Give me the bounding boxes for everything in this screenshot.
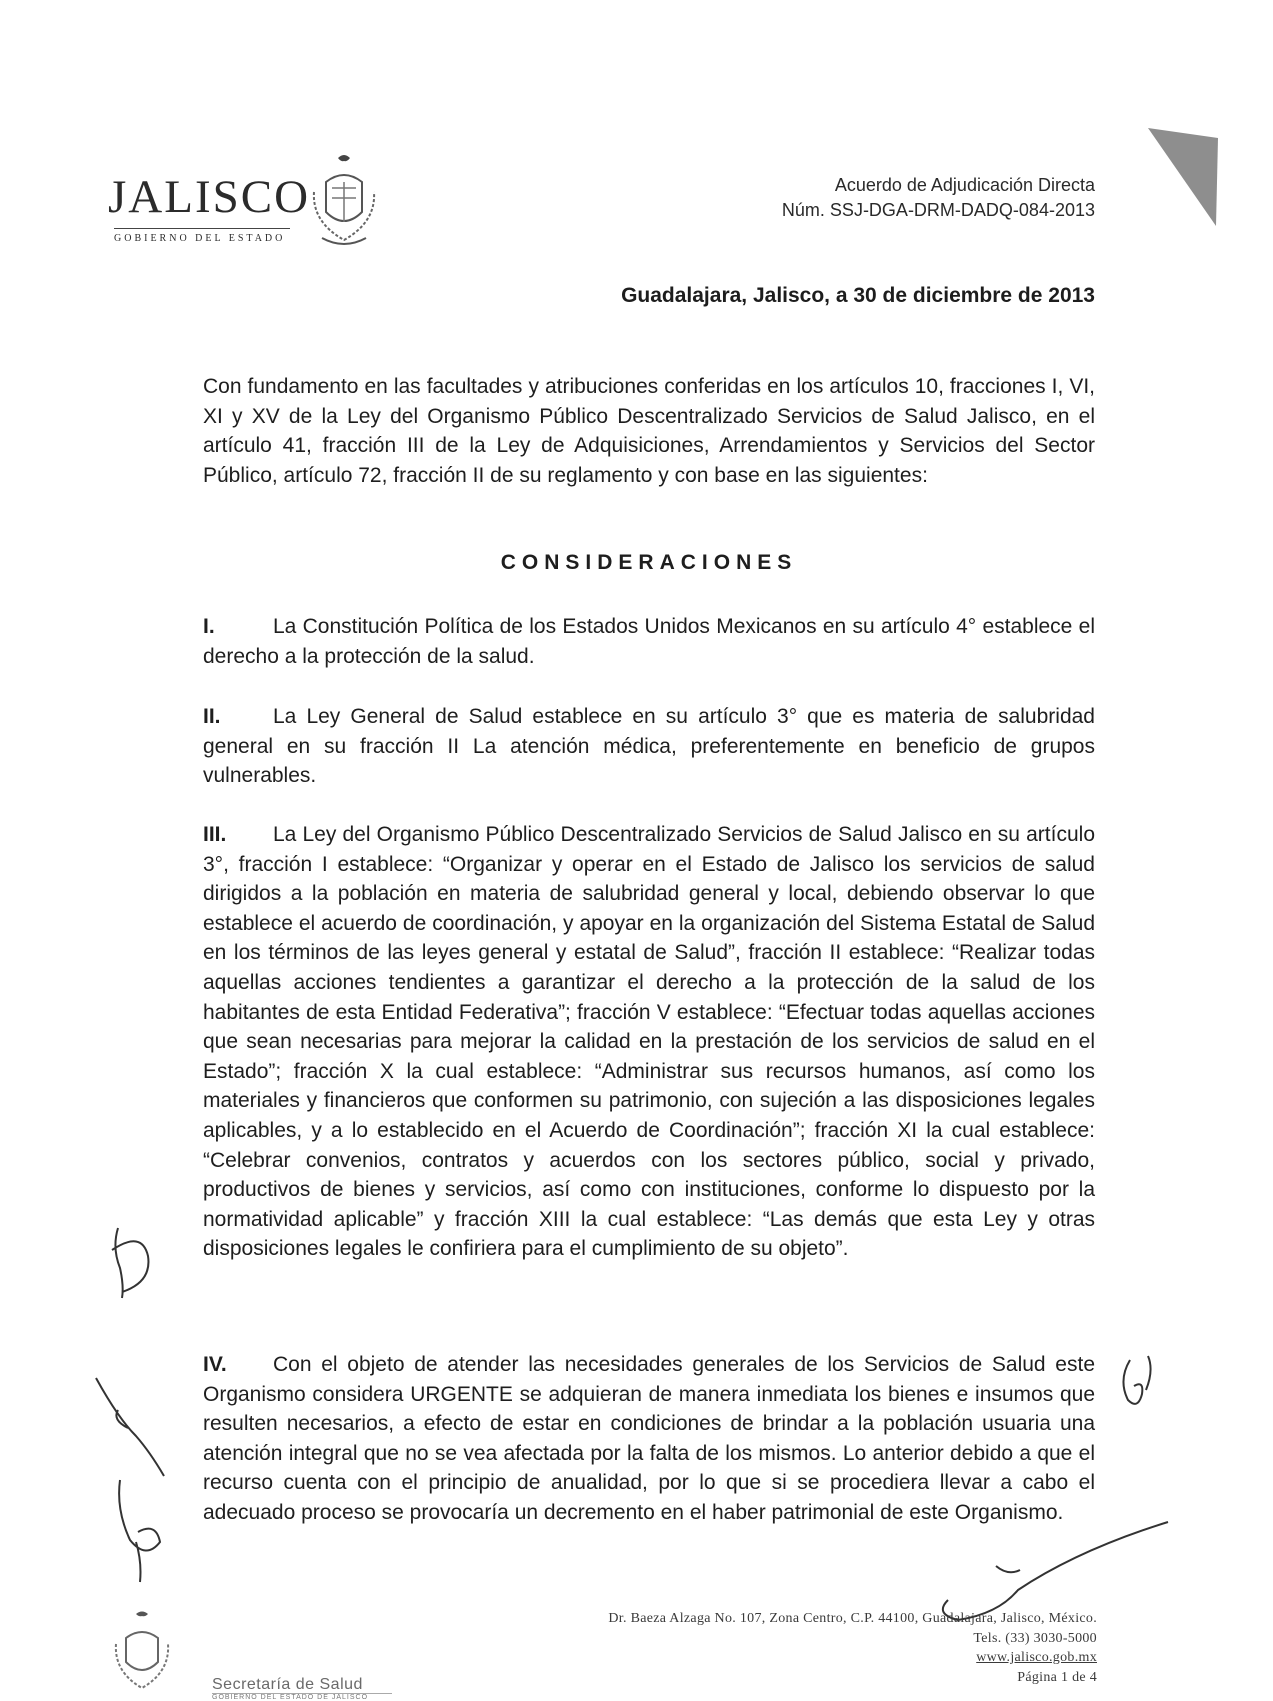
initials-signature [96,1378,164,1476]
footer-address: Dr. Baeza Alzaga No. 107, Zona Centro, C.P. 44100, Guadalajara, Jalisco, México. [608,1611,1097,1626]
footer-website-link[interactable]: www.jalisco.gob.mx [976,1650,1097,1665]
consideration-text: Con el objeto de atender las necesidades generales de los Servicios de Salud este Organismo considera URGENTE se adquieran de manera inmediata los bienes e insumos que resulten necesarios, a efecto de estar en condiciones de brindar a la población usuaria una atención integral que no se vea afectada por la falta de los mismos. Lo anterior debido a que el recurso cuenta con el principio de anualidad, por lo que si se procediera llevar a cabo el adecuado proceso se provocaría un decremento en el haber patrimonial de este Organismo. [203,1353,1095,1524]
consideration-numeral: II. [203,705,221,728]
footer-phone: Tels. (33) 3030-5000 [973,1630,1097,1646]
logo-wordmark: JALISCO [108,171,311,223]
secretaria-de-salud-label: Secretaría de Salud [212,1676,363,1693]
footer-contact [608,1609,1097,1687]
initials-signature [1123,1356,1150,1404]
page-number: Página 1 de 4 [1017,1669,1097,1685]
intro-paragraph: Con fundamento en las facultades y atribuciones conferidas en los artículos 10, fracciones I, VI, XI y XV de la Ley del Organismo Público Descentralizado Servicios de Salud Jalisco, en el artículo 41, fracción III de la Ley de Adquisiciones, Arrendamientos y Servicios del Sector Público, artículo 72, fracción II de su reglamento y con base en las siguientes: [203,375,1095,487]
logo-subtitle: GOBIERNO DEL ESTADO [114,233,286,244]
consideration-text: La Constitución Política de los Estados Unidos Mexicanos en su artículo 4° establece el derecho a la protección de la salud. [203,615,1095,668]
consideration-text: La Ley General de Salud establece en su artículo 3° que es materia de salubridad general en su fracción II La atención médica, preferentemente en beneficio de grupos vulnerables. [203,705,1095,788]
consideration-text: La Ley del Organismo Público Descentralizado Servicios de Salud Jalisco en su artículo 3°, fracción I establece: “Organizar y operar en el Estado de Jalisco los servicios de salud dirigidos a la población en materia de salubridad general y local, debiendo observar lo que establece el acuerdo de coordinación, y apoyar en la organización del Sistema Estatal de Salud en los términos de las leyes general y estatal de Salud”, fracción II establece: “Realizar todas aquellas acciones tendientes a garantizar el derecho a la protección de la salud de los habitantes de esta Entidad Federativa”; fracción V establece: “Efectuar todas aquellas acciones que sean necesarias para mejorar la calidad en la prestación de los servicios de salud en el Estado”; fracción X la cual establece: “Administrar sus recursos humanos, así como los materiales y financieros que conformen su patrimonio, con sujeción a las disposiciones legales aplicables, y a lo establecido en el Acuerdo de Coordinación”; fracción XI la cual establece: “Celebrar convenios, contratos y acuerdos con los sectores público, social y privado, productivos de bienes y servicios, así como con instituciones, conforme lo dispuesto por la normatividad aplicable” y fracción XIII la cual establece: “Las demás que esta Ley y otras disposiciones legales le confiriera para el cumplimiento de su objeto”. [203,823,1095,1261]
consideration-numeral: III. [203,823,227,846]
document-number: Núm. SSJ-DGA-DRM-DADQ-084-2013 [781,200,1095,220]
signature-stroke [943,1522,1168,1620]
initials-signature [119,1480,160,1582]
footer-crest-icon [112,1610,172,1696]
consideration-numeral: IV. [203,1353,227,1376]
document-title: Acuerdo de Adjudicación Directa [834,175,1095,195]
date-line: Guadalajara, Jalisco, a 30 de diciembre de 2013 [621,284,1095,307]
initials-signature [112,1228,148,1298]
considerations-heading: CONSIDERACIONES [500,551,798,574]
secretaria-subtitle: GOBIERNO DEL ESTADO DE JALISCO [212,1693,392,1701]
consideration-numeral: I. [203,615,215,638]
